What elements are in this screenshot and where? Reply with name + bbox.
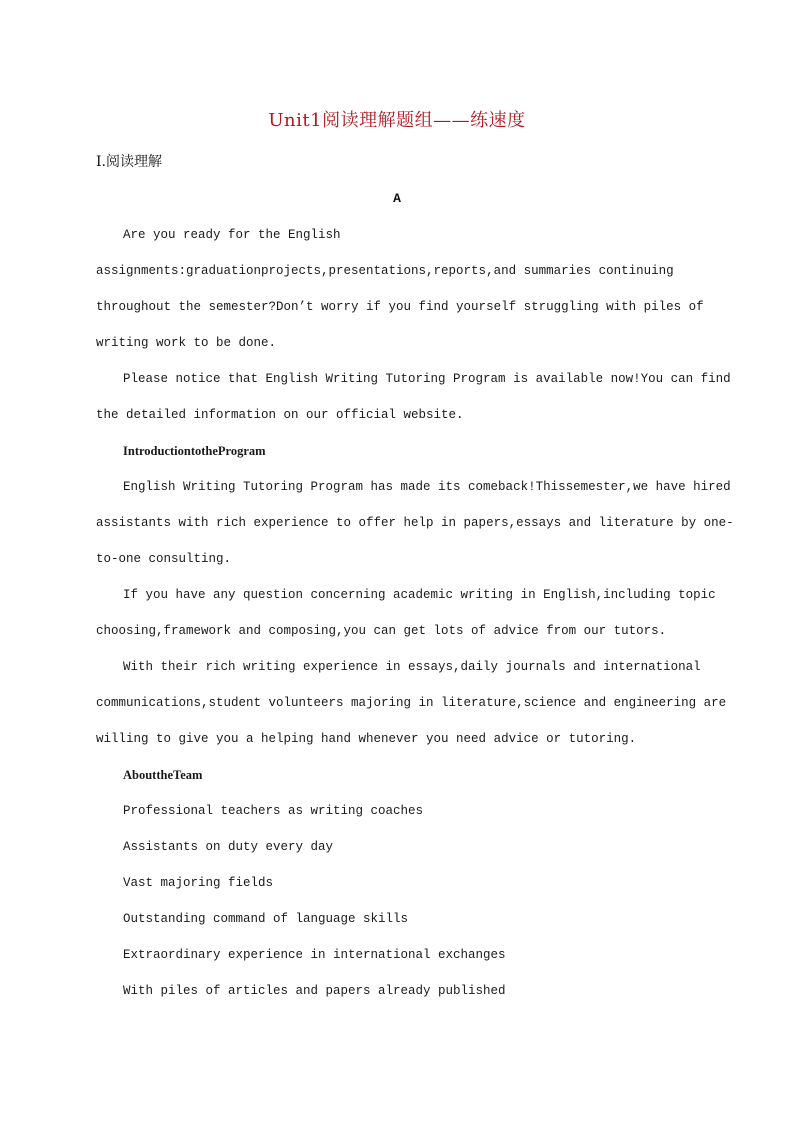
paragraph-line: assistants with rich experience to offer help in papers,essays and literature by one-	[96, 516, 734, 530]
paragraph-line: Please notice that English Writing Tutoring Program is available now!You can find	[123, 372, 731, 386]
section-heading: Ⅰ.阅读理解	[96, 154, 162, 170]
paragraph-line: If you have any question concerning academic writing in English,including topic	[123, 588, 716, 602]
list-item: With piles of articles and papers already published	[123, 984, 506, 998]
subheading-introduction: IntroductiontotheProgram	[123, 444, 266, 458]
paragraph-line: communications,student volunteers majoring in literature,science and engineering are	[96, 696, 727, 710]
paragraph-line: choosing,framework and composing,you can get lots of advice from our tutors.	[96, 624, 667, 638]
list-item: Extraordinary experience in international exchanges	[123, 948, 506, 962]
list-item: Professional teachers as writing coaches	[123, 804, 424, 818]
paragraph-line: writing work to be done.	[96, 336, 277, 350]
paragraph-line: willing to give you a helping hand whenever you need advice or tutoring.	[96, 732, 637, 746]
list-item: Vast majoring fields	[123, 876, 274, 890]
paragraph-line: English Writing Tutoring Program has made its comeback!Thissemester,we have hired	[123, 480, 731, 494]
paragraph-line: Are you ready for the English	[123, 228, 341, 242]
passage-label: A	[393, 191, 401, 206]
paragraph-line: to-one consulting.	[96, 552, 232, 566]
paragraph-line: assignments:graduationprojects,presentations,reports,and summaries continuing	[96, 264, 674, 278]
paragraph-line: With their rich writing experience in essays,daily journals and international	[123, 660, 701, 674]
document-title: Unit1阅读理解题组——练速度	[268, 110, 526, 131]
subheading-about-team: AbouttheTeam	[123, 768, 203, 782]
list-item: Outstanding command of language skills	[123, 912, 409, 926]
list-item: Assistants on duty every day	[123, 840, 334, 854]
paragraph-line: the detailed information on our official website.	[96, 408, 464, 422]
paragraph-line: throughout the semester?Don’t worry if you find yourself struggling with piles of	[96, 300, 704, 314]
passage-body	[96, 224, 734, 1016]
